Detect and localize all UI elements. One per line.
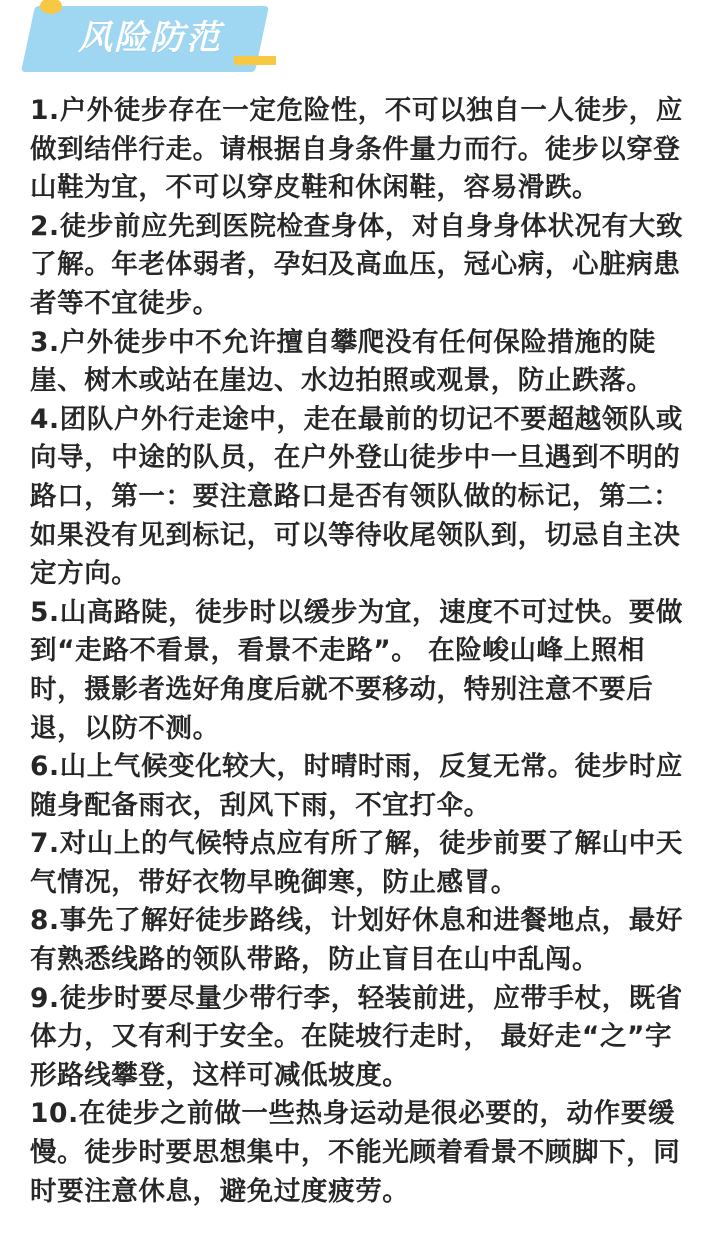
tip-item-3: 3.户外徒步中不允许擅自攀爬没有任何保险措施的陡崖、树木或站在崖边、水边拍照或观景，防止跌落。 [30, 326, 656, 397]
section-header [0, 0, 702, 90]
yellow-bar-decoration [234, 56, 276, 65]
tips-list [30, 92, 684, 1211]
tip-item-10: 10.在徒步之前做一些热身运动是很必要的，动作要缓慢。徒步时要思想集中，不能光顾着看景不顾脚下，同时要注意休息，避免过度疲劳。 [30, 1098, 681, 1207]
tip-item-2: 2.徒步前应先到医院检查身体，对自身身体状况有大致了解。年老体弱者，孕妇及高血压，冠心病，心脏病患者等不宜徒步。 [30, 210, 684, 319]
tip-item-9: 9.徒步时要尽量少带行李，轻装前进，应带手杖，既省体力，又有利于安全。在陡坡行走时， 最好走“之”字形路线攀登，这样可减低坡度。 [30, 982, 684, 1091]
tip-item-6: 6.山上气候变化较大，时晴时雨，反复无常。徒步时应随身配备雨衣，刮风下雨，不宜打伞。 [30, 751, 684, 821]
tip-item-4: 4.团队户外行走途中，走在最前的切记不要超越领队或向导，中途的队员，在户外登山徒步中一旦遇到不明的路口，第一：要注意路口是否有领队做的标记，第二：如果没有见到标记，可以等待收尾领队到，切忌自主决定方向。 [30, 403, 684, 590]
tip-item-5: 5.山高路陡，徒步时以缓步为宜，速度不可过快。要做到“走路不看景，看景不走路”。 在险峻山峰上照相时，摄影者选好角度后就不要移动，特别注意不要后退，以防不测。 [30, 596, 684, 744]
tip-item-7: 7.对山上的气候特点应有所了解，徒步前要了解山中天气情况，带好衣物早晚御寒，防止感冒。 [30, 828, 684, 898]
tip-item-8: 8.事先了解好徒步路线，计划好休息和进餐地点，最好有熟悉线路的领队带路，防止盲目在山中乱闯。 [30, 905, 684, 976]
tip-item-1: 1.户外徒步存在一定危险性，不可以独自一人徒步，应做到结伴行走。请根据自身条件量力而行。徒步以穿登山鞋为宜，不可以穿皮鞋和休闲鞋，容易滑跌。 [30, 95, 684, 204]
section-title: 风险防范 [78, 18, 222, 58]
